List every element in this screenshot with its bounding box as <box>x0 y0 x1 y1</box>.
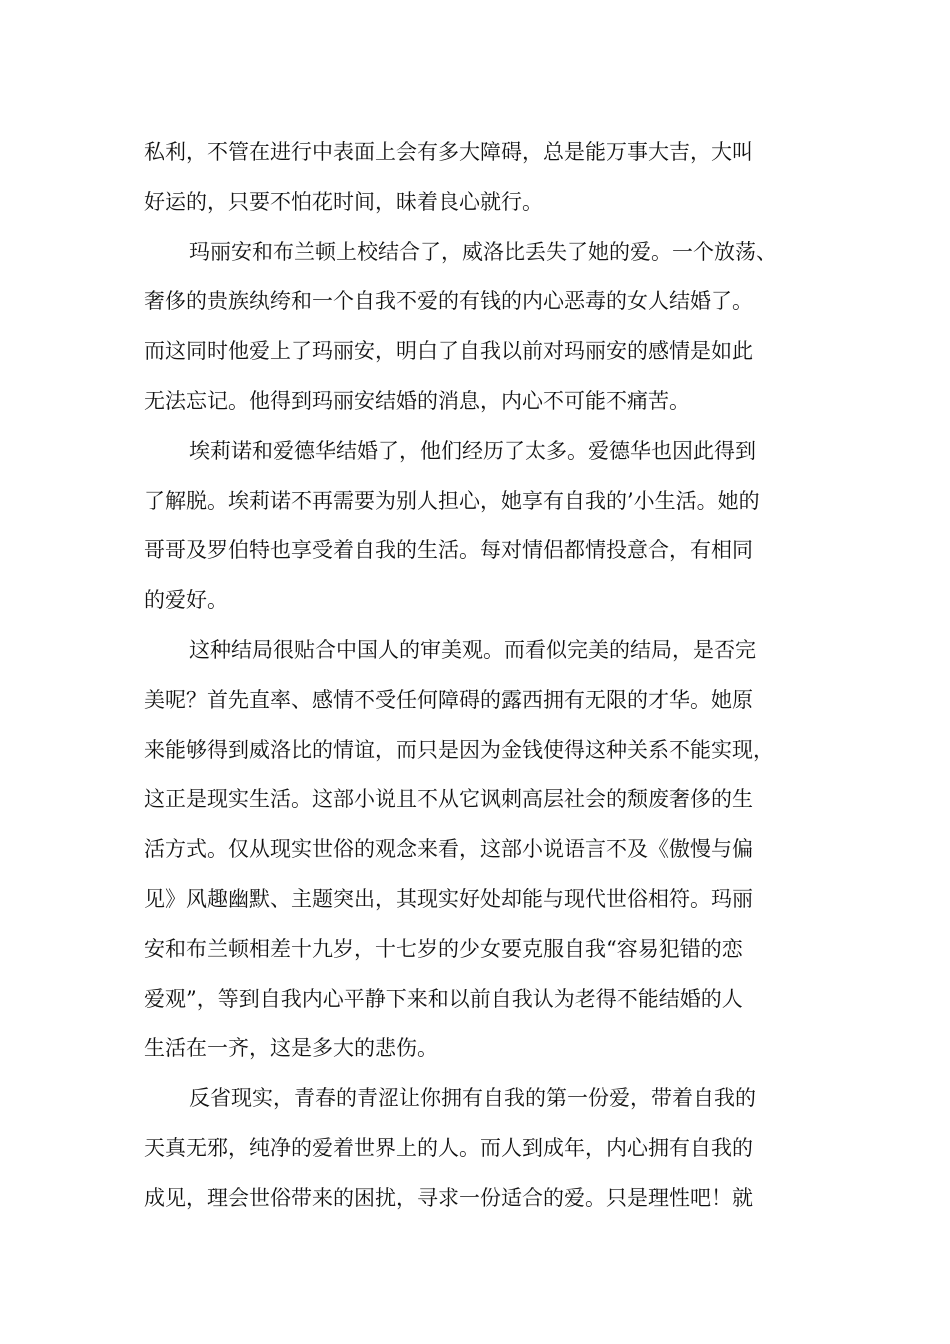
text-line: 活方式。仅从现实世俗的观念来看，这部小说语言不及《傲慢与偏 <box>144 837 753 862</box>
text-line: 奢侈的贵族纨绔和一个自我不爱的有钱的内心恶毒的女人结婚了。 <box>144 289 753 314</box>
text-line: 好运的，只要不怕花时间，昧着良心就行。 <box>144 189 543 214</box>
text-line: 反省现实，青春的青涩让你拥有自我的第一份爱，带着自我的 <box>189 1086 756 1111</box>
text-line: 这正是现实生活。这部小说且不从它讽刺高层社会的颓废奢侈的生 <box>144 787 753 812</box>
text-line: 来能够得到威洛比的情谊，而只是因为金钱使得这种关系不能实现， <box>144 737 774 762</box>
text-line: 爱观”，等到自我内心平静下来和以前自我认为老得不能结婚的人 <box>144 986 743 1011</box>
text-line: 这种结局很贴合中国人的审美观。而看似完美的结局，是否完 <box>189 637 756 662</box>
text-line: 而这同时他爱上了玛丽安，明白了自我以前对玛丽安的感情是如此 <box>144 339 753 364</box>
paragraph-2 <box>144 228 824 427</box>
text-line: 的爱好。 <box>144 588 228 613</box>
paragraph-3 <box>144 427 824 626</box>
text-line: 成见，理会世俗带来的困扰，寻求一份适合的爱。只是理性吧！就 <box>144 1185 753 1210</box>
text-line: 生活在一齐，这是多大的悲伤。 <box>144 1036 438 1061</box>
text-line: 见》风趣幽默、主题突出，其现实好处却能与现代世俗相符。玛丽 <box>144 886 753 911</box>
paragraph-5 <box>144 1074 824 1223</box>
body-text <box>144 128 824 1224</box>
text-line: 美呢？首先直率、感情不受任何障碍的露西拥有无限的才华。她原 <box>144 687 753 712</box>
text-line: 天真无邪，纯净的爱着世界上的人。而人到成年，内心拥有自我的 <box>144 1135 753 1160</box>
text-line: 了解脱。埃莉诺不再需要为别人担心，她享有自我的’小生活。她的 <box>144 488 760 513</box>
text-line: 安和布兰顿相差十九岁，十七岁的少女要克服自我“容易犯错的恋 <box>144 936 743 961</box>
text-line: 哥哥及罗伯特也享受着自我的生活。每对情侣都情投意合，有相同 <box>144 538 753 563</box>
paragraph-1 <box>144 128 824 228</box>
text-line: 玛丽安和布兰顿上校结合了，威洛比丢失了她的爱。一个放荡、 <box>189 239 777 264</box>
text-line: 私利，不管在进行中表面上会有多大障碍，总是能万事大吉，大叫 <box>144 140 753 164</box>
text-line: 无法忘记。他得到玛丽安结婚的消息，内心不可能不痛苦。 <box>144 388 690 413</box>
text-line: 埃莉诺和爱德华结婚了，他们经历了太多。爱德华也因此得到 <box>189 438 756 463</box>
paragraph-4 <box>144 626 824 1074</box>
